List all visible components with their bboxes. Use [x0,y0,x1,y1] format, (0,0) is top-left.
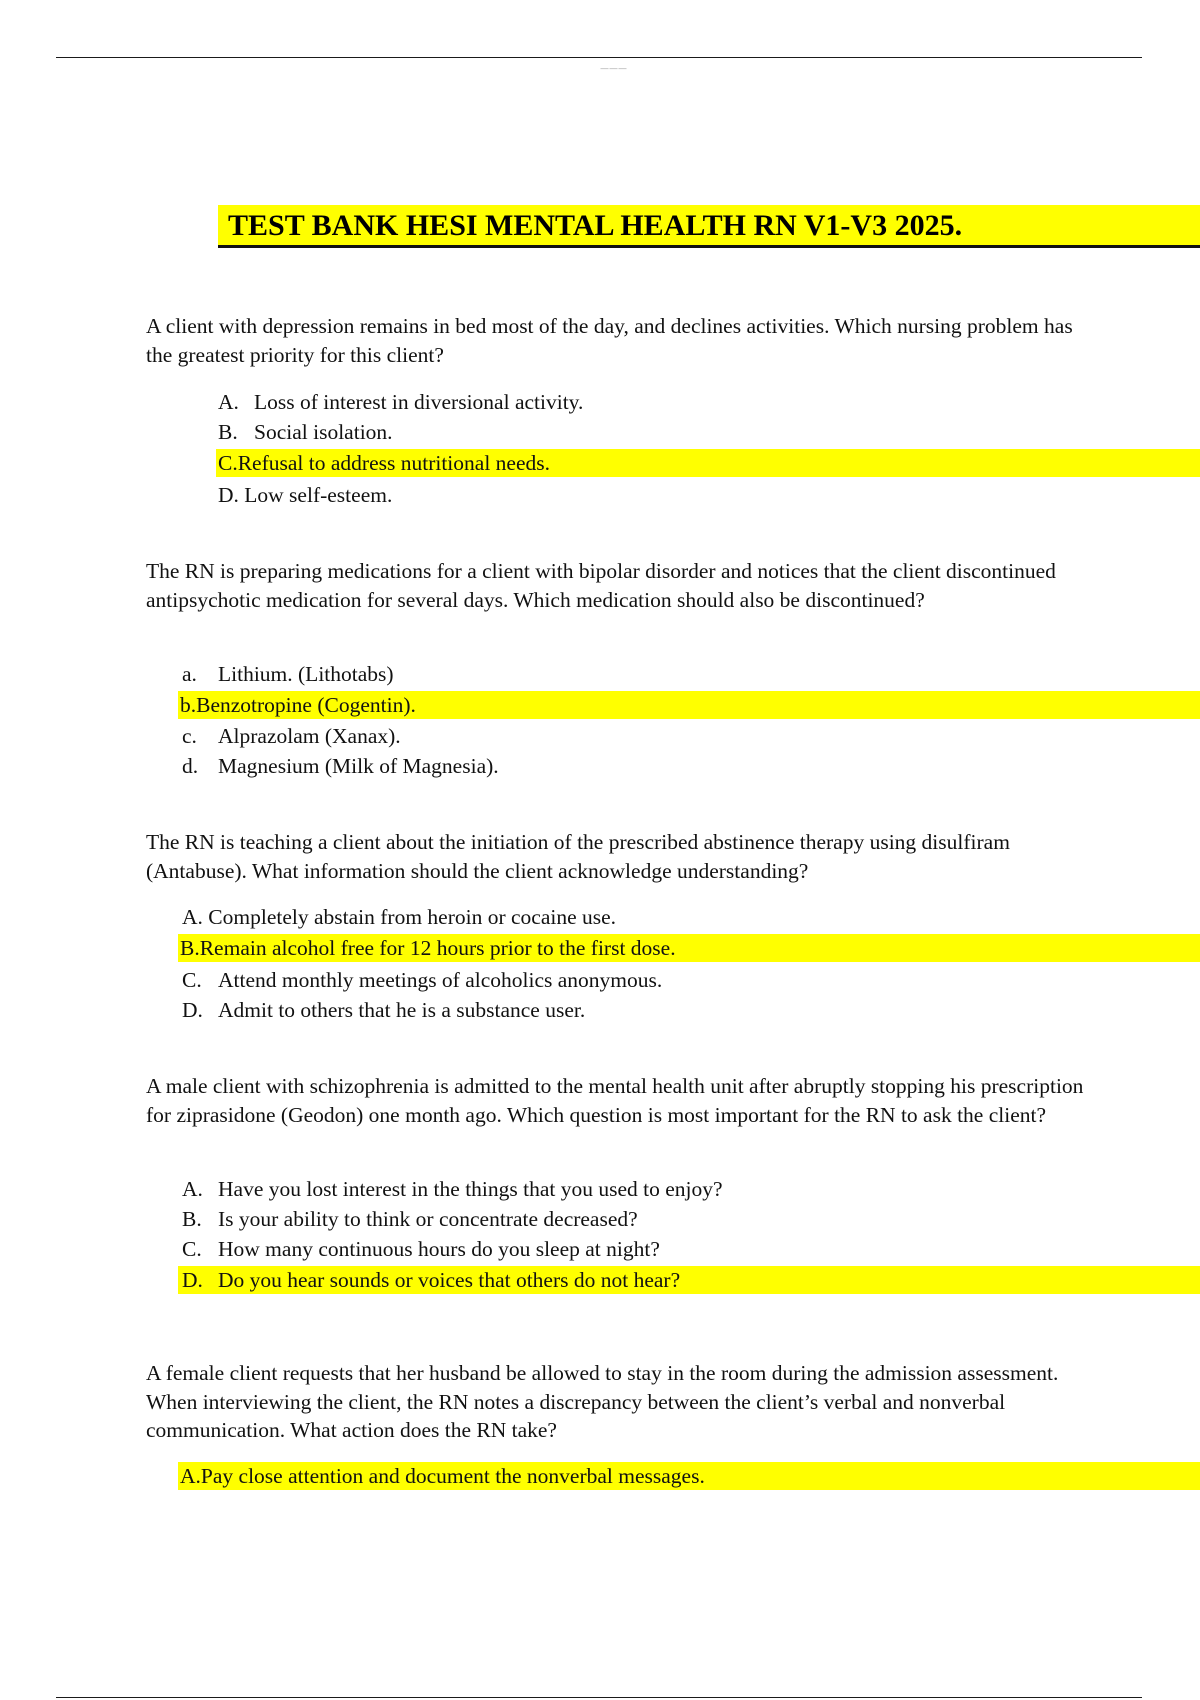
option-text: Admit to others that he is a substance user. [218,998,586,1022]
question-1-option-a [218,388,583,416]
question-2-option-a [182,660,394,688]
header-rule [56,57,1142,58]
option-text: Magnesium (Milk of Magnesia). [218,754,499,778]
option-text: How many continuous hours do you sleep at night? [218,1237,660,1261]
question-2-option-d [182,752,499,780]
option-text: b.Benzotropine (Cogentin). [180,693,416,717]
option-text: Lithium. (Lithotabs) [218,662,394,686]
option-text: Loss of interest in diversional activity. [254,390,584,414]
footer-rule [56,1697,1142,1698]
question-4-text: A male client with schizophrenia is admitted to the mental health unit after abruptly stopping his prescription for ziprasidone (Geodon) one month ago. Which question is most important for the RN to ask the client? [146,1074,1084,1127]
option-label: D. [182,1268,203,1292]
question-2-option-c [182,722,401,750]
header-mark: ——— [600,64,628,73]
option-label: B. [218,420,238,444]
question-4-option-c [182,1235,660,1263]
question-1-option-c-answer [216,449,1200,477]
option-text: B.Remain alcohol free for 12 hours prior to the first dose. [180,936,676,960]
document-title-banner [218,205,1200,248]
question-4-option-b [182,1205,638,1233]
question-4-option-a [182,1175,723,1203]
option-text: A.Pay close attention and document the nonverbal messages. [180,1464,705,1488]
option-label: a. [182,662,197,686]
option-text: Do you hear sounds or voices that others do not hear? [218,1268,681,1292]
question-3-option-b-answer [178,934,1200,962]
option-label: d. [182,754,199,778]
option-label: D. [182,998,203,1022]
option-text: A. Completely abstain from heroin or cocaine use. [182,905,617,929]
option-label: A. [218,390,239,414]
option-label: C. [182,1237,202,1261]
question-1-option-d [218,481,392,509]
question-1-option-b [218,418,393,446]
option-label: B. [182,1207,202,1231]
option-label: A. [182,1177,203,1201]
question-4-option-d-answer [178,1266,1200,1294]
option-text: Social isolation. [254,420,393,444]
question-5-option-a-answer [178,1462,1200,1490]
option-label: C. [182,968,202,992]
question-3-text: The RN is teaching a client about the initiation of the prescribed abstinence therapy using disulfiram (Antabuse). What information should the client acknowledge understanding? [146,830,1010,883]
question-3-option-d [182,996,585,1024]
document-title: TEST BANK HESI MENTAL HEALTH RN V1-V3 2025. [228,209,963,242]
question-2-option-b-answer [178,691,1200,719]
option-label: c. [182,724,197,748]
option-text: D. Low self-esteem. [218,483,393,507]
option-text: C.Refusal to address nutritional needs. [218,451,550,475]
question-2-text: The RN is preparing medications for a client with bipolar disorder and notices that the client discontinued antipsychotic medication for several days. Which medication should also be discontinued? [146,559,1056,612]
option-text: Have you lost interest in the things that you used to enjoy? [218,1177,723,1201]
question-5-text: A female client requests that her husband be allowed to stay in the room during the admission assessment. When interviewing the client, the RN notes a discrepancy between the client’s verbal and nonverbal communication. What action does the RN take? [146,1361,1059,1442]
question-1-text: A client with depression remains in bed most of the day, and declines activities. Which nursing problem has the greatest priority for this client? [146,314,1073,367]
question-3-option-a [182,903,616,931]
option-text: Attend monthly meetings of alcoholics anonymous. [218,968,663,992]
option-text: Is your ability to think or concentrate decreased? [218,1207,638,1231]
question-3-option-c [182,966,662,994]
option-text: Alprazolam (Xanax). [218,724,401,748]
